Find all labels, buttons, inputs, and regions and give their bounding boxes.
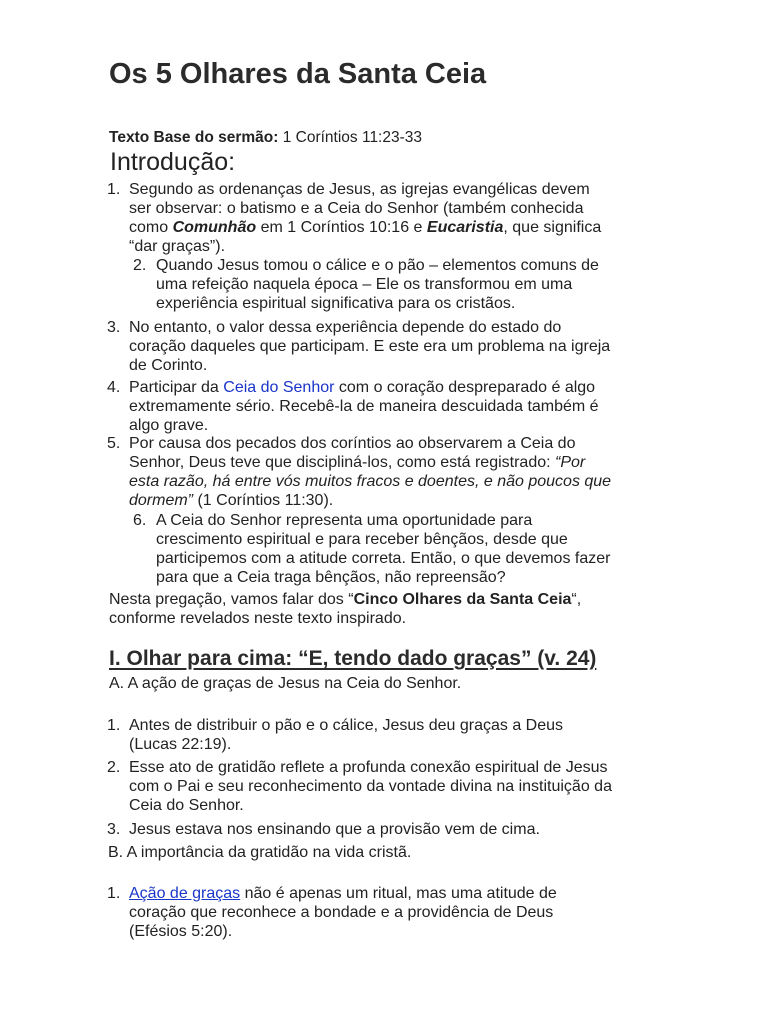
list-item: 1. (107, 717, 121, 734)
section-heading: I. Olhar para cima: “E, tendo dado graças” (v. 24) (109, 647, 597, 670)
list-item-text: Ação de graças não é apenas um ritual, mas uma atitude de coração que reconhece a bondade e a providência de Deus (Efésios 5:20). (129, 885, 557, 940)
link-ceia-do-senhor[interactable]: Ceia do Senhor (223, 379, 335, 396)
base-text-label: Texto Base do sermão: (109, 129, 279, 146)
intro-heading: Introdução: (110, 148, 236, 176)
base-text-reference: 1 Coríntios 11:23-33 (278, 129, 423, 146)
list-item-text: Antes de distribuir o pão e o cálice, Jesus deu graças a Deus (Lucas 22:19). (129, 717, 564, 753)
link-acao-de-gracas[interactable]: Ação de graças (129, 885, 241, 902)
list-item-text: Esse ato de gratidão reflete a profunda conexão espiritual de Jesus com o Pai e seu reconhecimento da vontade divina na instituição da Ceia do Senhor. (129, 759, 612, 814)
subsection-b-heading: B. A importância da gratidão na vida cristã. (108, 844, 412, 861)
list-item: 2. (133, 257, 147, 274)
list-item-text: Quando Jesus tomou o cálice e o pão – elementos comuns de uma refeição naquela época – Ele os transformou em uma experiência espiritual significativa para os cristãos. (156, 257, 599, 312)
subsection-a-heading: A. A ação de graças de Jesus na Ceia do Senhor. (109, 675, 462, 692)
term-comunhao: Comunhão (172, 219, 257, 236)
list-item-text: Por causa dos pecados dos coríntios ao observarem a Ceia do Senhor, Deus teve que discipliná-los, como está registrado: “Por esta razão, há entre vós muitos fracos e doentes, e não poucos que dormem” (1 Coríntios 11:30). (129, 435, 612, 509)
list-item: 6. (133, 512, 147, 529)
sermon-intro-paragraph: Nesta pregação, vamos falar dos “Cinco Olhares da Santa Ceia“, conforme revelados neste texto inspirado. (109, 591, 582, 627)
list-item: 4. (107, 379, 121, 396)
list-item-text: A Ceia do Senhor representa uma oportunidade para crescimento espiritual e para receber bênçãos, desde que participemos com a atitude correta. Então, o que devemos fazer para que a Ceia traga bênçãos, não repreensão? (156, 512, 611, 586)
term-eucaristia: Eucaristia (426, 219, 504, 236)
item-number: 1. (107, 181, 121, 198)
list-item-text: No entanto, o valor dessa experiência depende do estado do coração daqueles que participam. E este era um problema na igreja de Corinto. (129, 319, 611, 374)
list-item: 2. (107, 759, 121, 776)
list-item-text: Segundo as ordenanças de Jesus, as igrejas evangélicas devem ser observar: o batismo e a Ceia do Senhor (também conhecida como Comunhão em 1 Coríntios 10:16 e Eucaristia, que significa “dar graças”). (129, 181, 602, 255)
list-item-text: Jesus estava nos ensinando que a provisão vem de cima. (129, 821, 540, 838)
page-title: Os 5 Olhares da Santa Ceia (109, 58, 487, 90)
list-item (107, 180, 120, 199)
list-item: 3. (107, 319, 121, 336)
list-item: 3. (107, 821, 121, 838)
list-item: 5. (107, 435, 121, 452)
base-text-line (109, 129, 422, 147)
list-item: 1. (107, 885, 121, 902)
list-item-text: Participar da Ceia do Senhor com o coração despreparado é algo extremamente sério. Recebê-la de maneira descuidada também é algo grave. (129, 379, 599, 434)
